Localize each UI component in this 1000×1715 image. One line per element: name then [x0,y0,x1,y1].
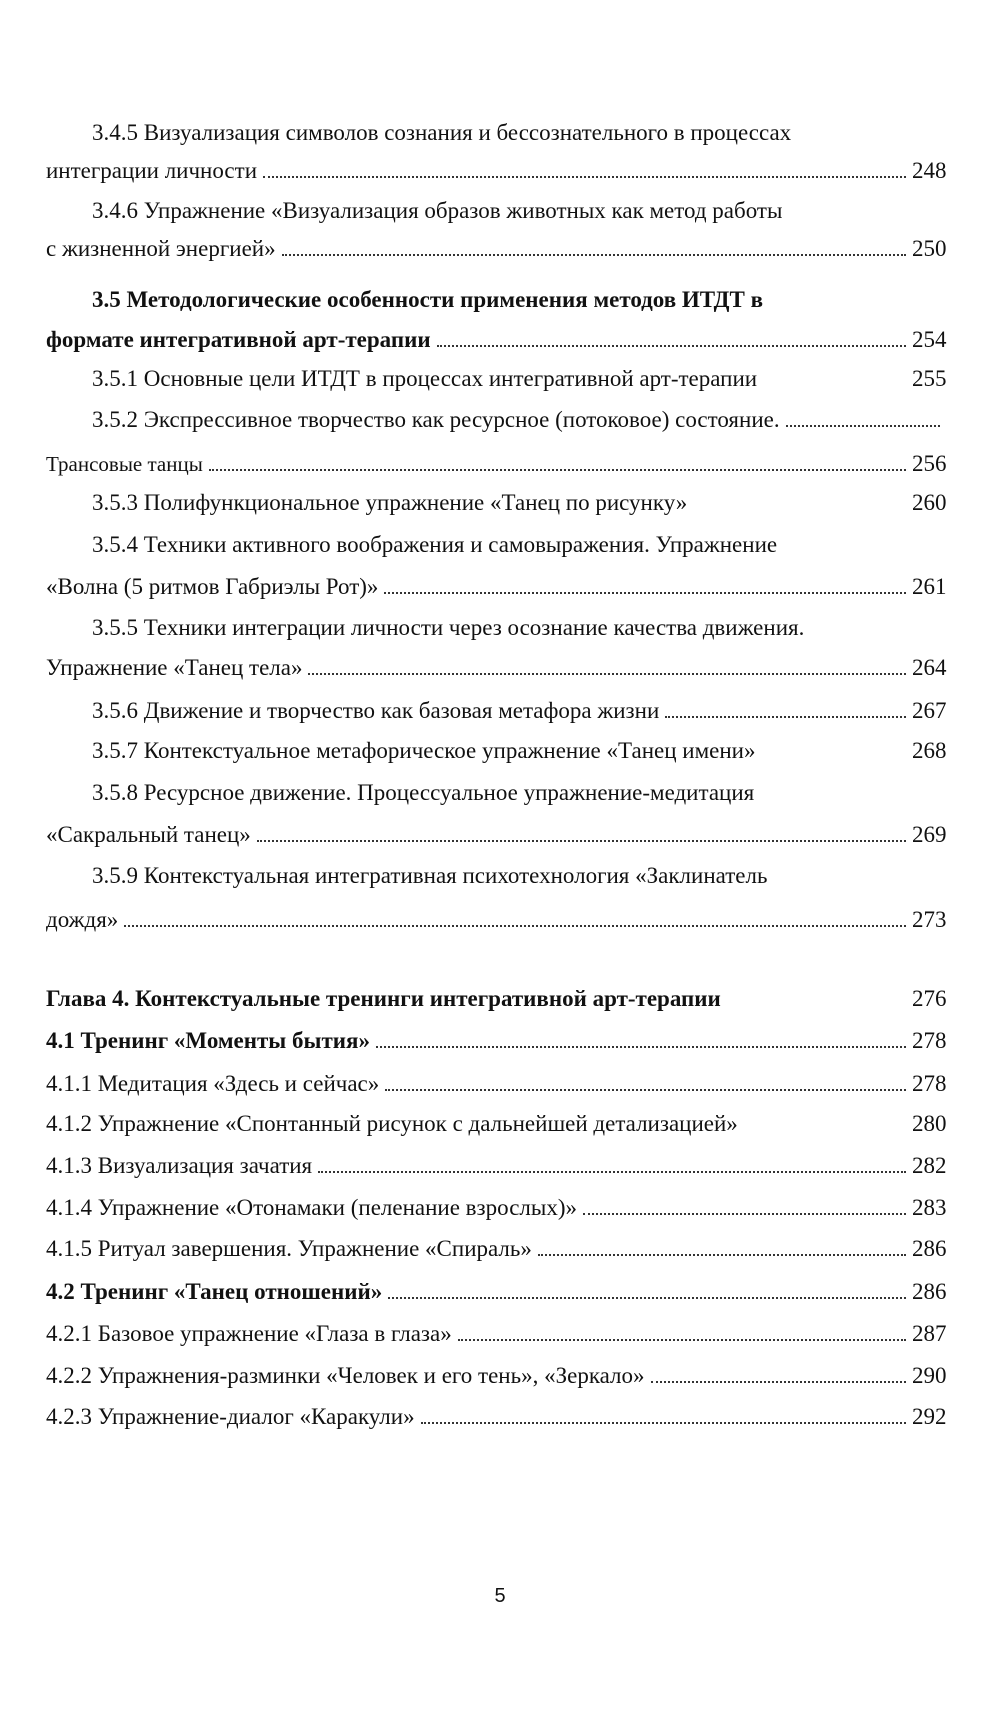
toc-entry-e412 [46,1111,946,1137]
toc-page-number: 255 [912,366,947,391]
toc-entry-e414 [46,1195,946,1221]
toc-entry-3-5-8 [46,780,946,848]
toc-entry-e413 [46,1153,946,1179]
toc-entry-text: 4.2.1 Базовое упражнение «Глаза в глаза» [46,1321,452,1346]
toc-entry-line2: интеграции личности [46,158,257,183]
toc-page-number: 264 [912,655,947,680]
toc-page-number: 286 [912,1236,947,1261]
toc-entry-line1: 3.4.5 Визуализация символов сознания и бессознательного в процессах [92,120,792,145]
leader-dots [665,715,906,718]
toc-entry-text: 4.1.4 Упражнение «Отонамаки (пеленание взрослых)» [46,1195,577,1220]
leader-dots [538,1253,906,1256]
toc-page-number: 280 [912,1111,947,1136]
toc-entry-line1: 3.5.2 Экспрессивное творчество как ресурсное (потоковое) состояние. [92,407,780,432]
toc-page-number: 273 [912,907,947,932]
toc-entry-line2: «Волна (5 ритмов Габриэлы Рот)» [46,574,379,599]
toc-page-number: 260 [912,490,947,515]
toc-entry-e423 [46,1404,946,1430]
toc-entry-text: 4.1.2 Упражнение «Спонтанный рисунок с дальнейшей детализацией» [46,1111,738,1136]
toc-entry-text: 3.5.7 Контекстуальное метафорическое упражнение «Танец имени» [92,738,756,763]
toc-entry-text: Глава 4. Контекстуальные тренинги интегративной арт-терапии [46,986,721,1011]
toc-entry-3-5-2 [46,407,946,477]
leader-dots [583,1212,906,1215]
toc-entry-text: 3.5.1 Основные цели ИТДТ в процессах интегративной арт-терапии [92,366,758,391]
toc-entry-line2: Упражнение «Танец тела» [46,655,303,680]
leader-dots [384,591,906,594]
toc-entry-e422 [46,1363,946,1389]
toc-page-number: 290 [912,1363,947,1388]
toc-entry-text: 4.2.2 Упражнения-разминки «Человек и его тень», «Зеркало» [46,1363,645,1388]
toc-entry-line1: 3.5.8 Ресурсное движение. Процессуальное упражнение-медитация [92,780,755,805]
leader-dots [388,1296,906,1299]
toc-entry-text: 4.2.3 Упражнение-диалог «Каракули» [46,1404,415,1429]
leader-dots [282,253,906,256]
leader-dots [257,839,906,842]
toc-page-number: 283 [912,1195,947,1220]
leader-dots [385,1088,906,1091]
toc-entry-3-5-3 [46,490,946,516]
leader-dots [263,175,906,178]
toc-page-number: 276 [912,986,947,1011]
toc-entry-line2: дождя» [46,907,119,932]
page-number: 5 [494,1585,506,1607]
toc-entry-3-4-5 [46,120,946,184]
toc-page-number: 292 [912,1404,947,1429]
toc-page-number: 250 [912,236,947,261]
toc-page-number: 278 [912,1071,947,1096]
toc-entry-3-5-4 [46,532,946,600]
toc-entry-line1: 3.4.6 Упражнение «Визуализация образов животных как метод работы [92,198,783,223]
toc-entry-3-5-1 [46,366,946,392]
toc-entry-3-5-7 [46,738,946,764]
toc-page-number: 286 [912,1279,947,1304]
toc-entry-3-5-9 [46,863,946,933]
toc-entry-e421 [46,1321,946,1347]
leader-dots [308,672,906,675]
toc-entry-e41 [46,1028,946,1054]
leader-dots [421,1421,906,1424]
toc-entry-line1: 3.5.4 Техники активного воображения и самовыражения. Упражнение [92,532,778,557]
toc-entry-text: 4.1 Тренинг «Моменты бытия» [46,1028,370,1053]
leader-dots [209,468,906,471]
leader-dots [376,1045,906,1048]
toc-entry-ch4 [46,986,946,1012]
toc-entry-line2: «Сакральный танец» [46,822,251,847]
toc-entry-text: 3.5.6 Движение и творчество как базовая метафора жизни [92,698,660,723]
toc-page-number: 278 [912,1028,947,1053]
leader-dots [786,424,940,427]
toc-entry-3-5-6 [46,698,946,724]
toc-entry-3-5-5 [46,615,946,681]
toc-entry-text: 4.1.3 Визуализация зачатия [46,1153,313,1178]
toc-page-number: 248 [912,158,947,183]
toc-entry-e42 [46,1279,946,1305]
toc-entry-line1: 3.5.9 Контекстуальная интегративная психотехнология «Заклинатель [92,863,768,888]
toc-page-number: 267 [912,698,947,723]
leader-dots [651,1380,906,1383]
leader-dots [458,1338,906,1341]
toc-entry-line1: 3.5.5 Техники интеграции личности через осознание качества движения. [92,615,805,640]
toc-page-number: 256 [912,451,947,476]
toc-entry-text: 4.1.5 Ритуал завершения. Упражнение «Спираль» [46,1236,532,1261]
leader-dots [437,344,906,347]
toc-page-number: 282 [912,1153,947,1178]
toc-entry-text: 4.2 Тренинг «Танец отношений» [46,1279,383,1304]
leader-dots [318,1170,906,1173]
toc-entry-line2: с жизненной энергией» [46,236,276,261]
toc-entry-line2: формате интегративной арт-терапии [46,327,431,352]
toc-entry-3-4-6 [46,198,946,262]
leader-dots [124,924,906,927]
toc-entry-line1: 3.5 Методологические особенности применения методов ИТДТ в [92,287,764,312]
toc-entry-3-5 [46,287,946,353]
toc-entry-line2: Трансовые танцы [46,452,203,476]
toc-entry-e411 [46,1071,946,1097]
toc-page-number: 261 [912,574,947,599]
toc-page-number: 254 [912,327,947,352]
toc-page-number: 287 [912,1321,947,1346]
toc-page-number: 268 [912,738,947,763]
toc-page-number: 269 [912,822,947,847]
toc-entry-e415 [46,1236,946,1262]
toc-entry-text: 3.5.3 Полифункциональное упражнение «Танец по рисунку» [92,490,688,515]
toc-entry-text: 4.1.1 Медитация «Здесь и сейчас» [46,1071,380,1096]
